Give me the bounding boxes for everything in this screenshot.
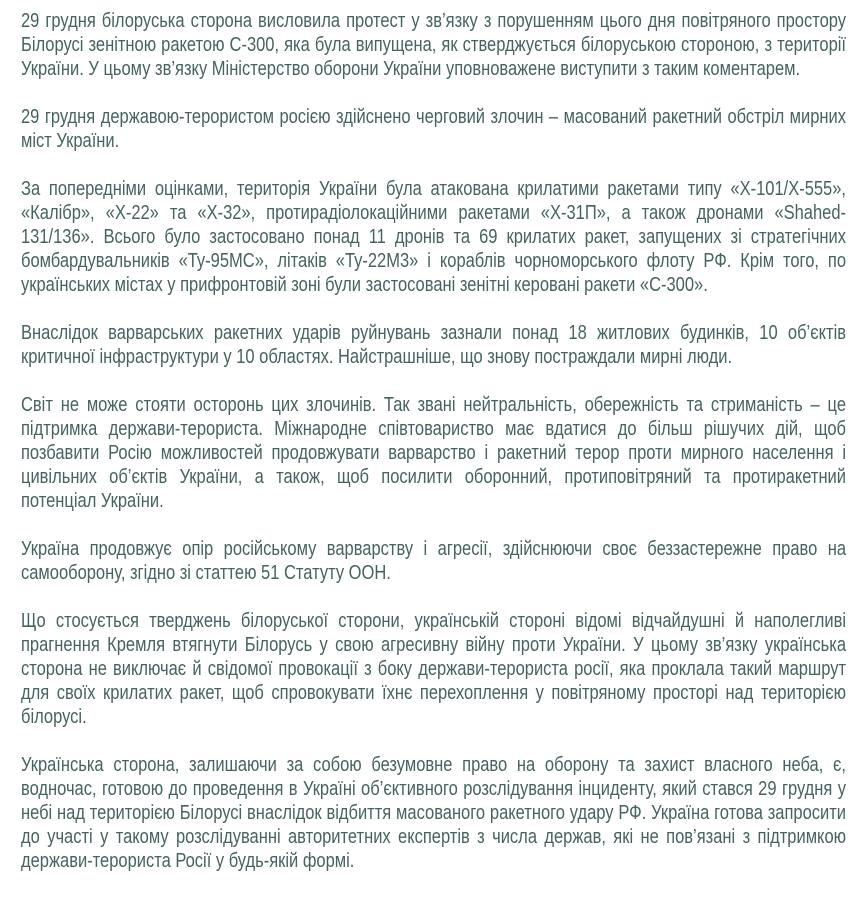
paragraph: 29 грудня білоруська сторона висловила протест у зв’язку з порушенням цього дня повітряного простору Білорусі зенітною ракетою С-300, яка була випущена, як стверджується білоруською стороною, з території України. У цьому зв’язку Міністерство оборони України уповноважене виступити з таким коментарем. — [21, 10, 846, 80]
paragraph: Україна продовжує опір російському варварству і агресії, здійснюючи своє беззастережне право на самооборону, згідно зі статтею 51 Статуту ООН. — [21, 538, 846, 584]
document-body — [21, 9, 846, 873]
paragraph: Внаслідок варварських ракетних ударів руйнувань зазнали понад 18 житлових будинків, 10 об’єктів критичної інфраструктури у 10 областях. Найстрашніше, що знову постраждали мирні люди. — [21, 322, 846, 368]
paragraph: За попередніми оцінками, територія України була атакована крилатими ракетами типу «Х-101/Х-555», «Калібр», «Х-22» та «Х-32», протирадіолокаційними ракетами «Х-31П», а також дронами «Shahed-131/136». Всього було застосовано понад 11 дронів та 69 крилатих ракет, запущених зі стратегічних бомбардувальників «Ту-95МС», літаків «Ту-22М3» і кораблів чорноморського флоту РФ. Крім того, по українських містах у прифронтовій зоні були застосовані зенітні керовані ракети «С-300». — [21, 178, 846, 296]
paragraph: Світ не може стояти осторонь цих злочинів. Так звані нейтральність, обережність та стриманість – це підтримка держави-терориста. Міжнародне співтовариство має вдатися до більш рішучих дій, щоб позбавити Росію можливостей продовжувати варварство і ракетний терор проти мирного населення і цивільних об’єктів України, а також, щоб посилити оборонний, протиповітряний та протиракетний потенціал України. — [21, 394, 846, 512]
paragraph: Що стосується тверджень білоруської сторони, українській стороні відомі відчайдушні й наполегливі прагнення Кремля втягнути Білорусь у свою агресивну війну проти України. У цьому зв’язку українська сторона не виключає й свідомої провокації з боку держави-терориста росії, яка проклала такий маршрут для своїх крилатих ракет, щоб спровокувати їхнє перехоплення у повітряному просторі над територією білорусі. — [21, 610, 846, 728]
paragraph: 29 грудня державою-терористом росією здійснено черговий злочин – масований ракетний обстріл мирних міст України. — [21, 106, 846, 152]
paragraph: Українська сторона, залишаючи за собою безумовне право на оборону та захист власного неба, є, водночас, готовою до проведення в Україні об’єктивного розслідування інциденту, який стався 29 грудня у небі над територією Білорусі внаслідок відбиття масованого ракетного удару РФ. Україна готова запросити до участі у такому розслідуванні авторитетних експертів з числа держав, які не пов’язані з підтримкою держави-терориста Росії у будь-якій формі. — [21, 754, 846, 872]
